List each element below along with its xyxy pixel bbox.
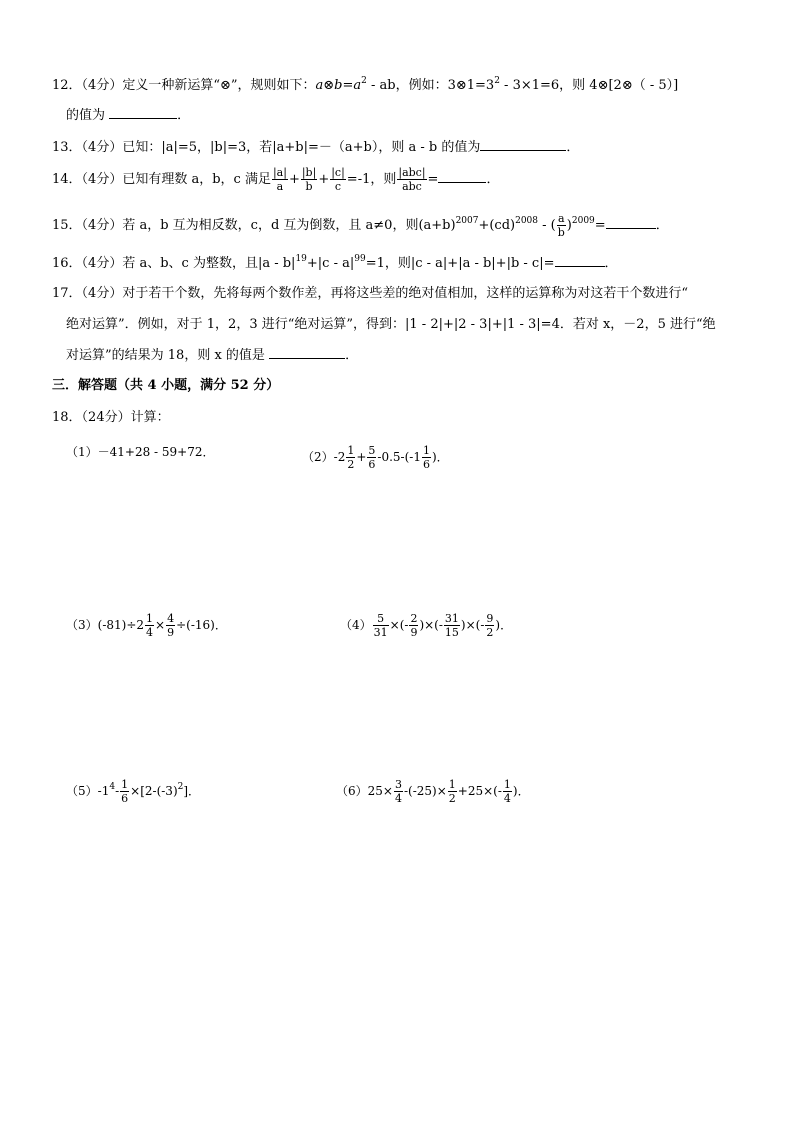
question-12-line2: 的值为 ． bbox=[66, 108, 191, 123]
answer-blank[interactable] bbox=[438, 170, 486, 183]
subproblem-3: （3）(-81)÷2 $\frac{1}{4}$ × $\frac{4}{9}$ ÷(-16)． bbox=[66, 612, 227, 639]
subproblem-2: （2）-2 $\frac{1}{2}$ + $\frac{5}{6}$ -0.5-(-1 $\frac{1}{6}$ )． bbox=[302, 444, 449, 471]
answer-blank[interactable] bbox=[109, 106, 177, 119]
fraction: $\frac{|a|}{a}$ bbox=[272, 166, 287, 193]
section-heading: 三．解答题（共 4 小题，满分 52 分） bbox=[52, 378, 280, 393]
fraction: $\frac{a}{b}$ bbox=[557, 212, 565, 239]
subproblem-1: （1）－41+28 - 59+72． bbox=[66, 445, 215, 459]
fraction: $\frac{|c|}{c}$ bbox=[331, 166, 345, 193]
fraction: $\frac{|b|}{b}$ bbox=[301, 166, 317, 193]
question-13: 13．（4分）已知：|a|=5，|b|=3，若|a+b|=－（a+b），则 a - b 的值为 ． bbox=[52, 140, 580, 155]
question-17: 17．（4分）对于若干个数，先将每两个数作差，再将这些差的绝对值相加，这样的运算称为对这若干个数进行“ bbox=[52, 286, 688, 301]
subproblem-6: （6）25× $\frac{3}{4}$ -(-25)× $\frac{1}{2}$ +25×(- $\frac{1}{4}$ )． bbox=[336, 778, 530, 805]
subproblem-4: （4） $\frac{5}{31}$ ×(- $\frac{2}{9}$ )×(- $\frac{31}{15}$ )×(- $\frac{9}{2}$ )． bbox=[340, 612, 513, 639]
answer-blank[interactable] bbox=[555, 254, 605, 267]
fraction: |abc| abc bbox=[398, 166, 426, 193]
answer-blank[interactable] bbox=[480, 138, 566, 151]
question-17-line2: 绝对运算”．例如，对于 1，2，3 进行“绝对运算”，得到：|1 - 2|+|2 - 3|+|1 - 3|=4．若对 x，－2，5 进行“绝 bbox=[66, 317, 716, 332]
subproblem-5: $(5)-1^4-$ $\frac{1}{6}$ $\times[2-(-3)^2]$． bbox=[66, 778, 201, 805]
question-12: 12．（4分）定义一种新运算“⊗”，规则如下：$a\otimes b=a^2$ - ab，例如：$3\otimes 1=3^2 - 3\times 1=6$，则 4⊗[2⊗（ - 5）] bbox=[52, 76, 679, 93]
question-16: 16．（4分）若 a、b、c 为整数，且$|a - b|^{19}+|c - a|^{99}=1$，则|c - a|+|a - b|+|b - c|= ． bbox=[52, 254, 618, 271]
question-17-line3: 对运算”的结果为 18，则 x 的值是 ． bbox=[66, 348, 359, 363]
answer-blank[interactable] bbox=[606, 216, 656, 229]
question-18: 18．（24分）计算： bbox=[52, 410, 170, 425]
question-15: 15．（4分）若 a，b 互为相反数，c，d 互为倒数，且 a≠0，则$(a+b)^{2007}+(cd)^{2008}$ - ( $\frac{a}{b}$ )$^{2009}$= ． bbox=[52, 212, 669, 239]
question-14: 14．（4分）已知有理数 a，b，c 满足 $\frac{|a|}{a}$ + $\frac{|b|}{b}$ + $\frac{|c|}{c}$ =-1，则 |abc| abc = ． bbox=[52, 166, 500, 193]
answer-blank[interactable] bbox=[269, 346, 345, 359]
